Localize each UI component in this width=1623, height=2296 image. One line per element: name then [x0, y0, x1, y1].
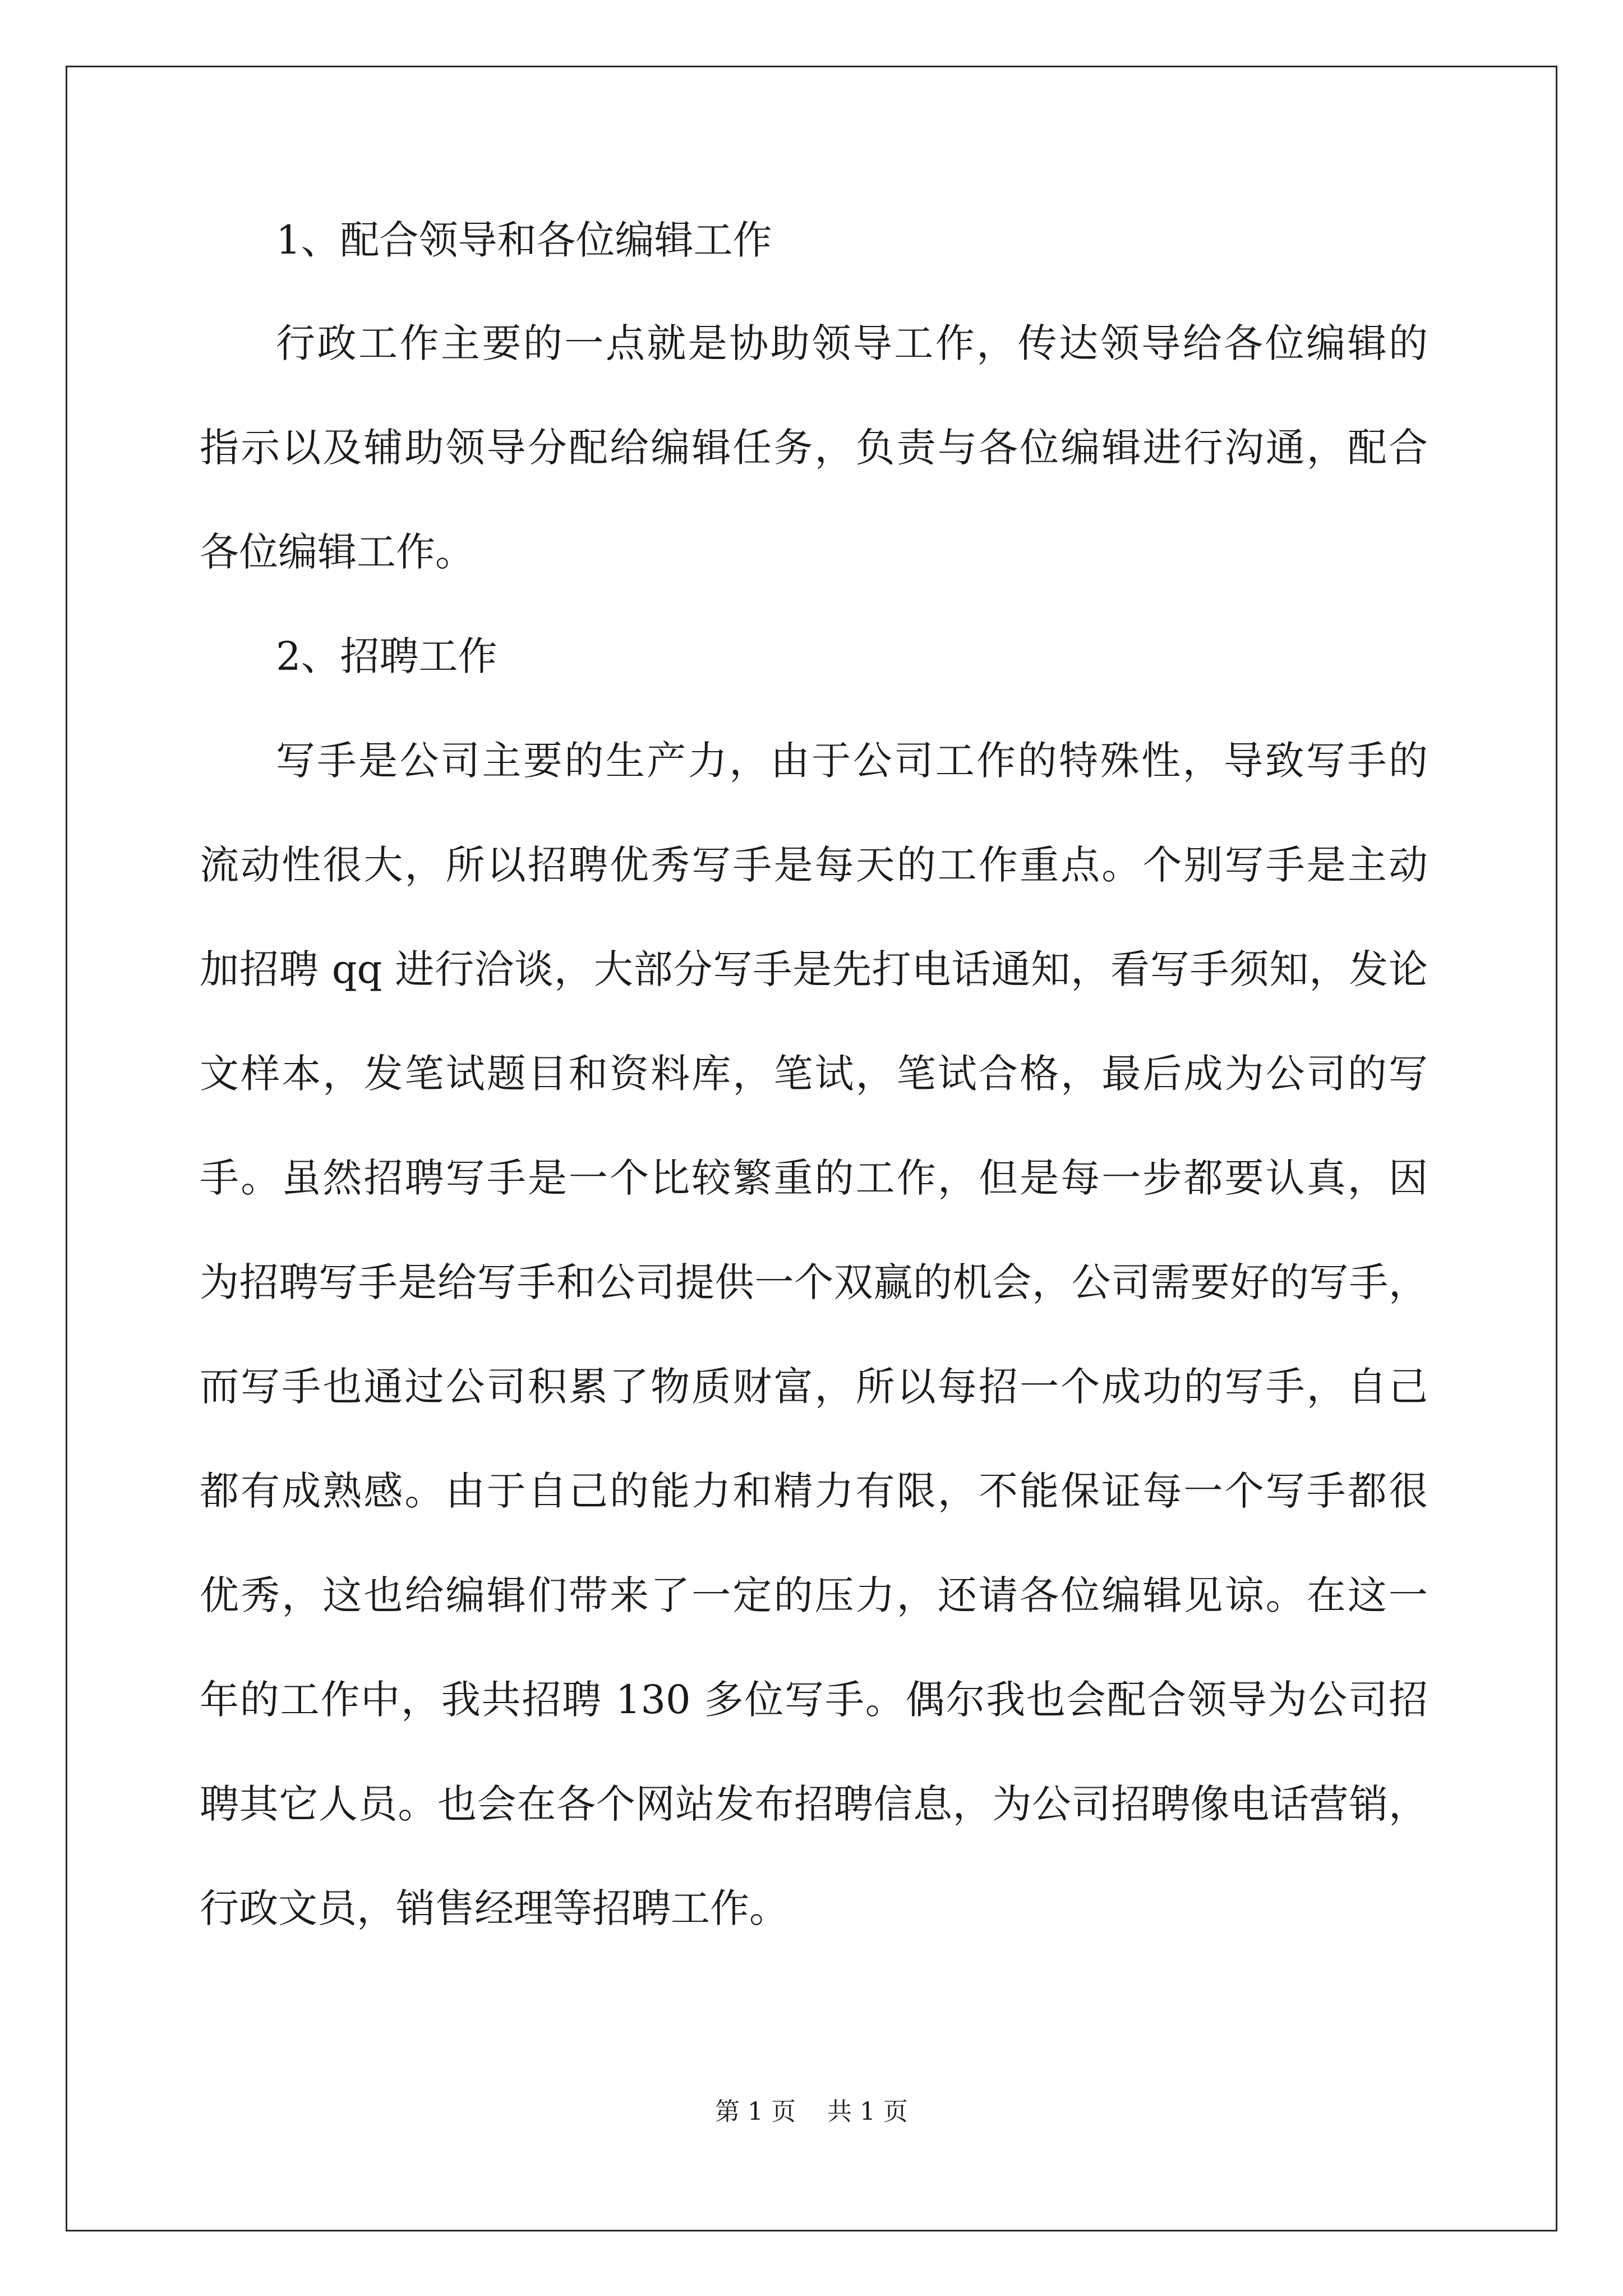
paragraph-line: 指示以及辅助领导分配给编辑任务，负责与各位编辑进行沟通，配合: [200, 425, 1428, 471]
paragraph-line: 手。虽然招聘写手是一个比较繁重的工作，但是每一步都要认真，因: [200, 1155, 1428, 1201]
paragraph-line: 行政工作主要的一点就是协助领导工作，传达领导给各位编辑的: [276, 320, 1428, 366]
paragraph-line: 都有成熟感。由于自己的能力和精力有限，不能保证每一个写手都很: [200, 1468, 1428, 1514]
paragraph-line: 年的工作中，我共招聘 130 多位写手。偶尔我也会配合领导为公司招: [200, 1677, 1428, 1723]
paragraph-line: 各位编辑工作。: [200, 529, 474, 575]
paragraph-line: 加招聘 qq 进行洽谈，大部分写手是先打电话通知，看写手须知，发论: [200, 946, 1428, 992]
heading-2: 2、招聘工作: [276, 633, 497, 679]
paragraph-line: 为招聘写手是给写手和公司提供一个双赢的机会，公司需要好的写手，: [200, 1259, 1428, 1305]
page-number-label: 第 1 页 共 1 页: [715, 2097, 908, 2126]
heading-1: 1、配合领导和各位编辑工作: [276, 217, 772, 263]
paragraph-line: 而写手也通过公司积累了物质财富，所以每招一个成功的写手，自己: [200, 1364, 1428, 1410]
paragraph-line: 聘其它人员。也会在各个网站发布招聘信息，为公司招聘像电话营销，: [200, 1781, 1428, 1827]
paragraph-line: 写手是公司主要的生产力，由于公司工作的特殊性，导致写手的: [276, 738, 1428, 784]
paragraph-line: 优秀，这也给编辑们带来了一定的压力，还请各位编辑见谅。在这一: [200, 1572, 1428, 1618]
paragraph-line: 文样本，发笔试题目和资料库，笔试，笔试合格，最后成为公司的写: [200, 1051, 1428, 1097]
paragraph-line: 行政文员，销售经理等招聘工作。: [200, 1885, 789, 1931]
page-footer: [0, 2095, 1623, 2129]
paragraph-line: 流动性很大，所以招聘优秀写手是每天的工作重点。个别写手是主动: [200, 842, 1428, 888]
